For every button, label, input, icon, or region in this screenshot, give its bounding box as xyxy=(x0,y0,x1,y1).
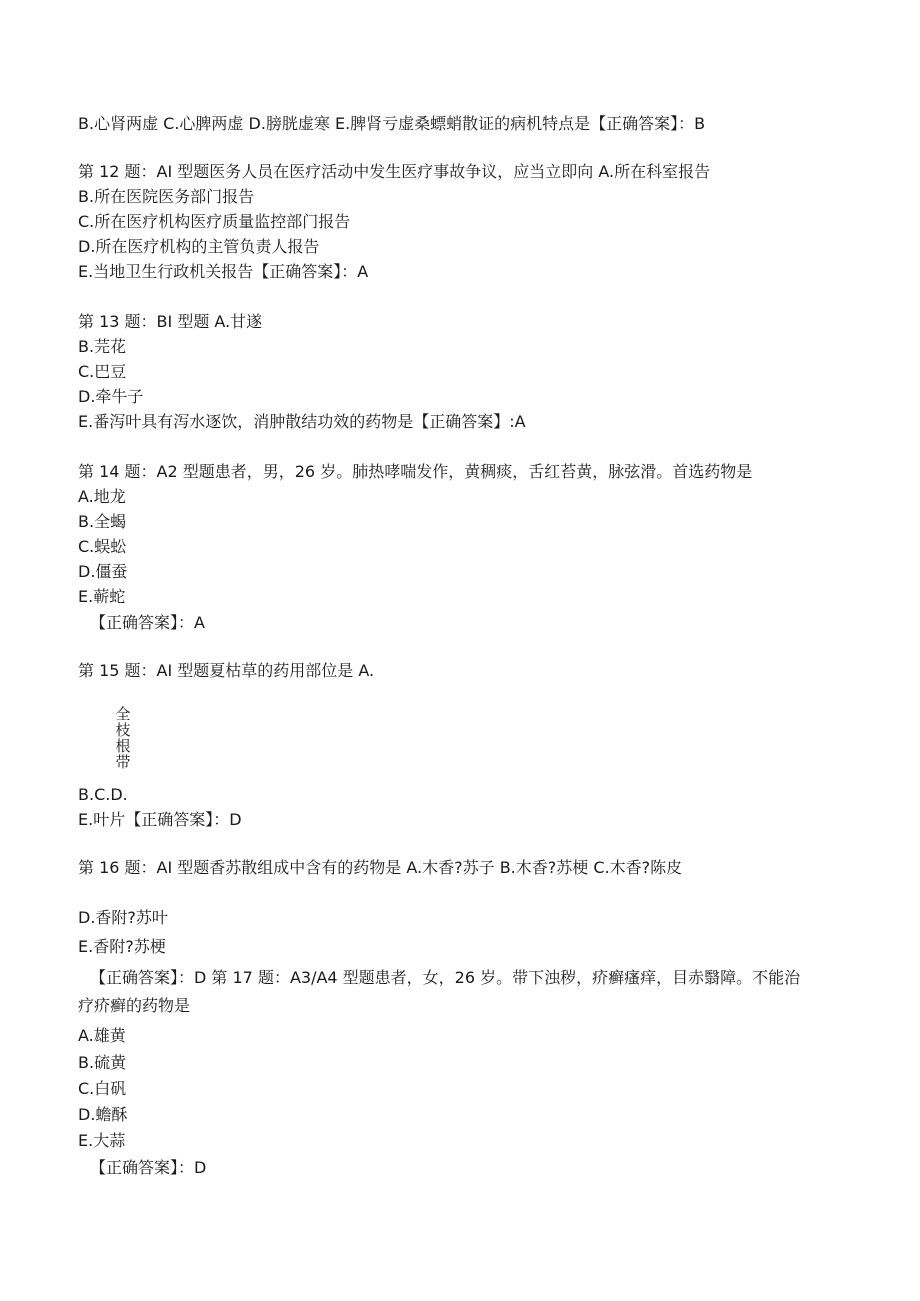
q16-option-e: E.香附?苏梗 xyxy=(78,937,166,956)
q12-option-b: B.所在医院医务部门报告 xyxy=(78,187,255,206)
q14-option-a: A.地龙 xyxy=(78,487,126,506)
q13-option-d: D.牵牛子 xyxy=(78,387,144,406)
q14-option-e: E.蕲蛇 xyxy=(78,587,126,606)
q17-option-b: B.硫黄 xyxy=(78,1053,127,1072)
q17-option-a: A.雄黄 xyxy=(78,1026,126,1045)
q13-question: 第 13 题：BI 型题 A.甘遂 xyxy=(78,312,263,331)
vertical-char: 枝 xyxy=(115,721,131,739)
q13-option-b: B.芫花 xyxy=(78,337,127,356)
q17-option-d: D.蟾酥 xyxy=(78,1105,128,1124)
q14-question: 第 14 题：A2 型题患者，男，26 岁。肺热哮喘发作，黄稠痰，舌红苔黄，脉弦滑。首选药物是 xyxy=(78,462,753,481)
q13-option-c: C.巴豆 xyxy=(78,362,127,381)
q15-vertical-options xyxy=(114,706,132,770)
q14-option-b: B.全蝎 xyxy=(78,512,127,531)
q17-option-c: C.白矾 xyxy=(78,1079,127,1098)
q12-question: 第 12 题：AI 型题医务人员在医疗活动中发生医疗事故争议，应当立即向 A.所在科室报告 xyxy=(78,162,711,181)
q17-option-e: E.大蒜 xyxy=(78,1131,126,1150)
q17-question-cont: 疗疥癣的药物是 xyxy=(78,996,191,1015)
q16-option-d: D.香附?苏叶 xyxy=(78,908,168,927)
vertical-char: 带 xyxy=(115,753,131,771)
q11-answer-line: B.心肾两虚 C.心脾两虚 D.膀胱虚寒 E.脾肾亏虚桑螵蛸散证的病机特点是【正确答案】：B xyxy=(78,114,706,133)
q12-option-e-answer: E.当地卫生行政机关报告【正确答案】：A xyxy=(78,262,369,281)
q16-question: 第 16 题：AI 型题香苏散组成中含有的药物是 A.木香?苏子 B.木香?苏梗 C.木香?陈皮 xyxy=(78,858,683,877)
q13-option-e-answer: E.番泻叶具有泻水逐饮，消肿散结功效的药物是【正确答案】:A xyxy=(78,412,526,431)
q15-option-e-answer: E.叶片【正确答案】：D xyxy=(78,810,242,829)
q12-option-c: C.所在医疗机构医疗质量监控部门报告 xyxy=(78,212,351,231)
vertical-char: 全 xyxy=(115,705,131,723)
q12-option-d: D.所在医疗机构的主管负责人报告 xyxy=(78,237,320,256)
q15-question: 第 15 题：AI 型题夏枯草的药用部位是 A. xyxy=(78,661,375,680)
q16-answer-q17-question: 【正确答案】：D 第 17 题：A3/A4 型题患者，女，26 岁。带下浊秽，疥癣瘙痒，目赤翳障。不能治 xyxy=(90,968,801,987)
vertical-char: 根 xyxy=(115,737,131,755)
q14-option-c: C.蜈蚣 xyxy=(78,537,127,556)
q17-answer: 【正确答案】：D xyxy=(90,1158,207,1177)
q14-answer: 【正确答案】：A xyxy=(90,613,205,632)
q14-option-d: D.僵蚕 xyxy=(78,562,128,581)
q15-options-bcd: B.C.D. xyxy=(78,785,128,804)
